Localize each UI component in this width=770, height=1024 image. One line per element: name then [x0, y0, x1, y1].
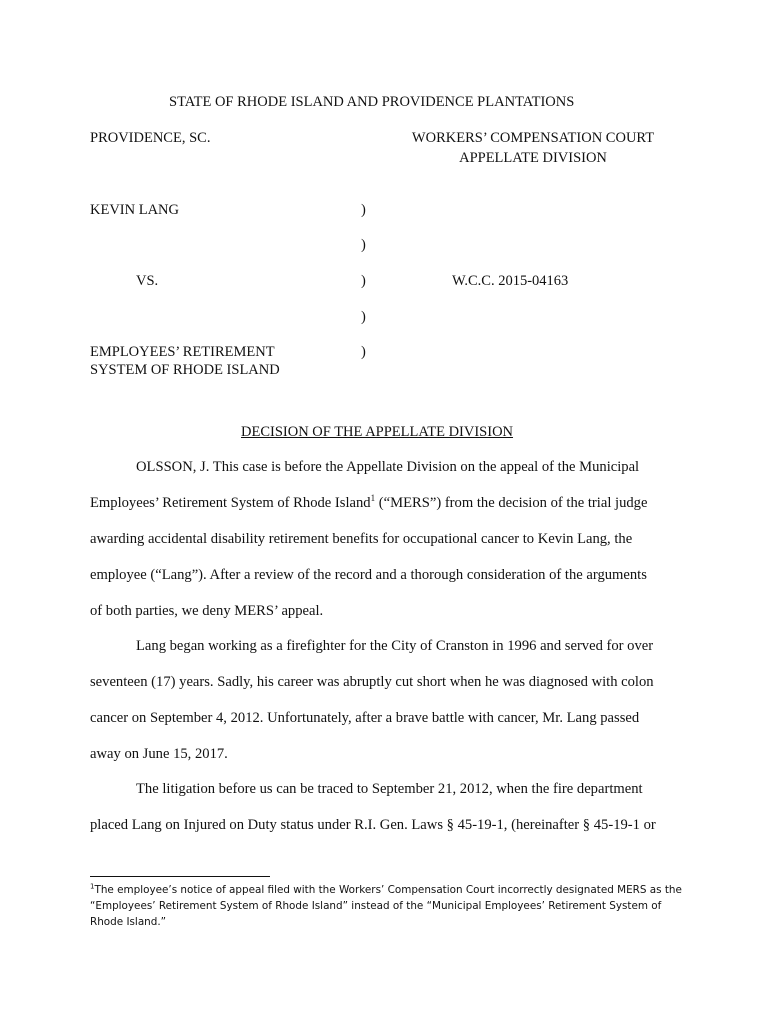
footnote-line: “Employees’ Retirement System of Rhode Island” instead of the “Municipal Employees’ Retirement System of	[90, 900, 662, 912]
caption-paren: )	[361, 273, 366, 289]
state-heading: STATE OF RHODE ISLAND AND PROVIDENCE PLANTATIONS	[169, 94, 575, 110]
body-line: employee (“Lang”). After a review of the record and a thorough consideration of the arguments	[90, 567, 647, 583]
caption-paren: )	[361, 237, 366, 253]
footnote-line: Rhode Island.”	[90, 916, 167, 928]
case-number: W.C.C. 2015-04163	[452, 273, 569, 289]
body-line: Employees’ Retirement System of Rhode Island$^1$ (“MERS”) from the decision of the trial judge	[90, 493, 648, 511]
defendant-name-line1: EMPLOYEES’ RETIREMENT	[90, 344, 275, 360]
caption-paren: )	[361, 309, 366, 325]
plaintiff-name: KEVIN LANG	[90, 202, 179, 218]
body-line: The litigation before us can be traced to September 21, 2012, when the fire department	[136, 781, 643, 797]
body-line: away on June 15, 2017.	[90, 746, 228, 762]
court-name	[398, 130, 668, 167]
body-line: of both parties, we deny MERS’ appeal.	[90, 603, 324, 619]
court-name-line2: APPELLATE DIVISION	[459, 150, 607, 166]
footnote-line: $^1$The employee’s notice of appeal filed with the Workers’ Compensation Court incorrectly designated MERS as the	[90, 882, 682, 896]
county-label: PROVIDENCE, SC.	[90, 130, 211, 146]
footnote-reference[interactable]: 1	[370, 493, 376, 504]
versus-label: VS.	[136, 273, 159, 289]
body-line: Lang began working as a firefighter for the City of Cranston in 1996 and served for over	[136, 638, 654, 654]
footnote-separator	[90, 876, 270, 877]
court-name-line1: WORKERS’ COMPENSATION COURT	[411, 130, 655, 146]
caption-paren: )	[361, 344, 366, 360]
defendant-name-line2: SYSTEM OF RHODE ISLAND	[90, 362, 280, 378]
body-line: cancer on September 4, 2012. Unfortunately, after a brave battle with cancer, Mr. Lang passed	[90, 710, 640, 726]
footnote-marker: 1	[90, 882, 95, 891]
body-line: seventeen (17) years. Sadly, his career was abruptly cut short when he was diagnosed with colon	[90, 674, 654, 690]
caption-paren: )	[361, 202, 366, 218]
decision-title: DECISION OF THE APPELLATE DIVISION	[241, 424, 514, 440]
body-line: OLSSON, J. This case is before the Appellate Division on the appeal of the Municipal	[136, 459, 640, 475]
body-line: placed Lang on Injured on Duty status under R.I. Gen. Laws § 45-19-1, (hereinafter § 45-19-1 or	[90, 817, 656, 833]
body-line: awarding accidental disability retirement benefits for occupational cancer to Kevin Lang, the	[90, 531, 633, 547]
